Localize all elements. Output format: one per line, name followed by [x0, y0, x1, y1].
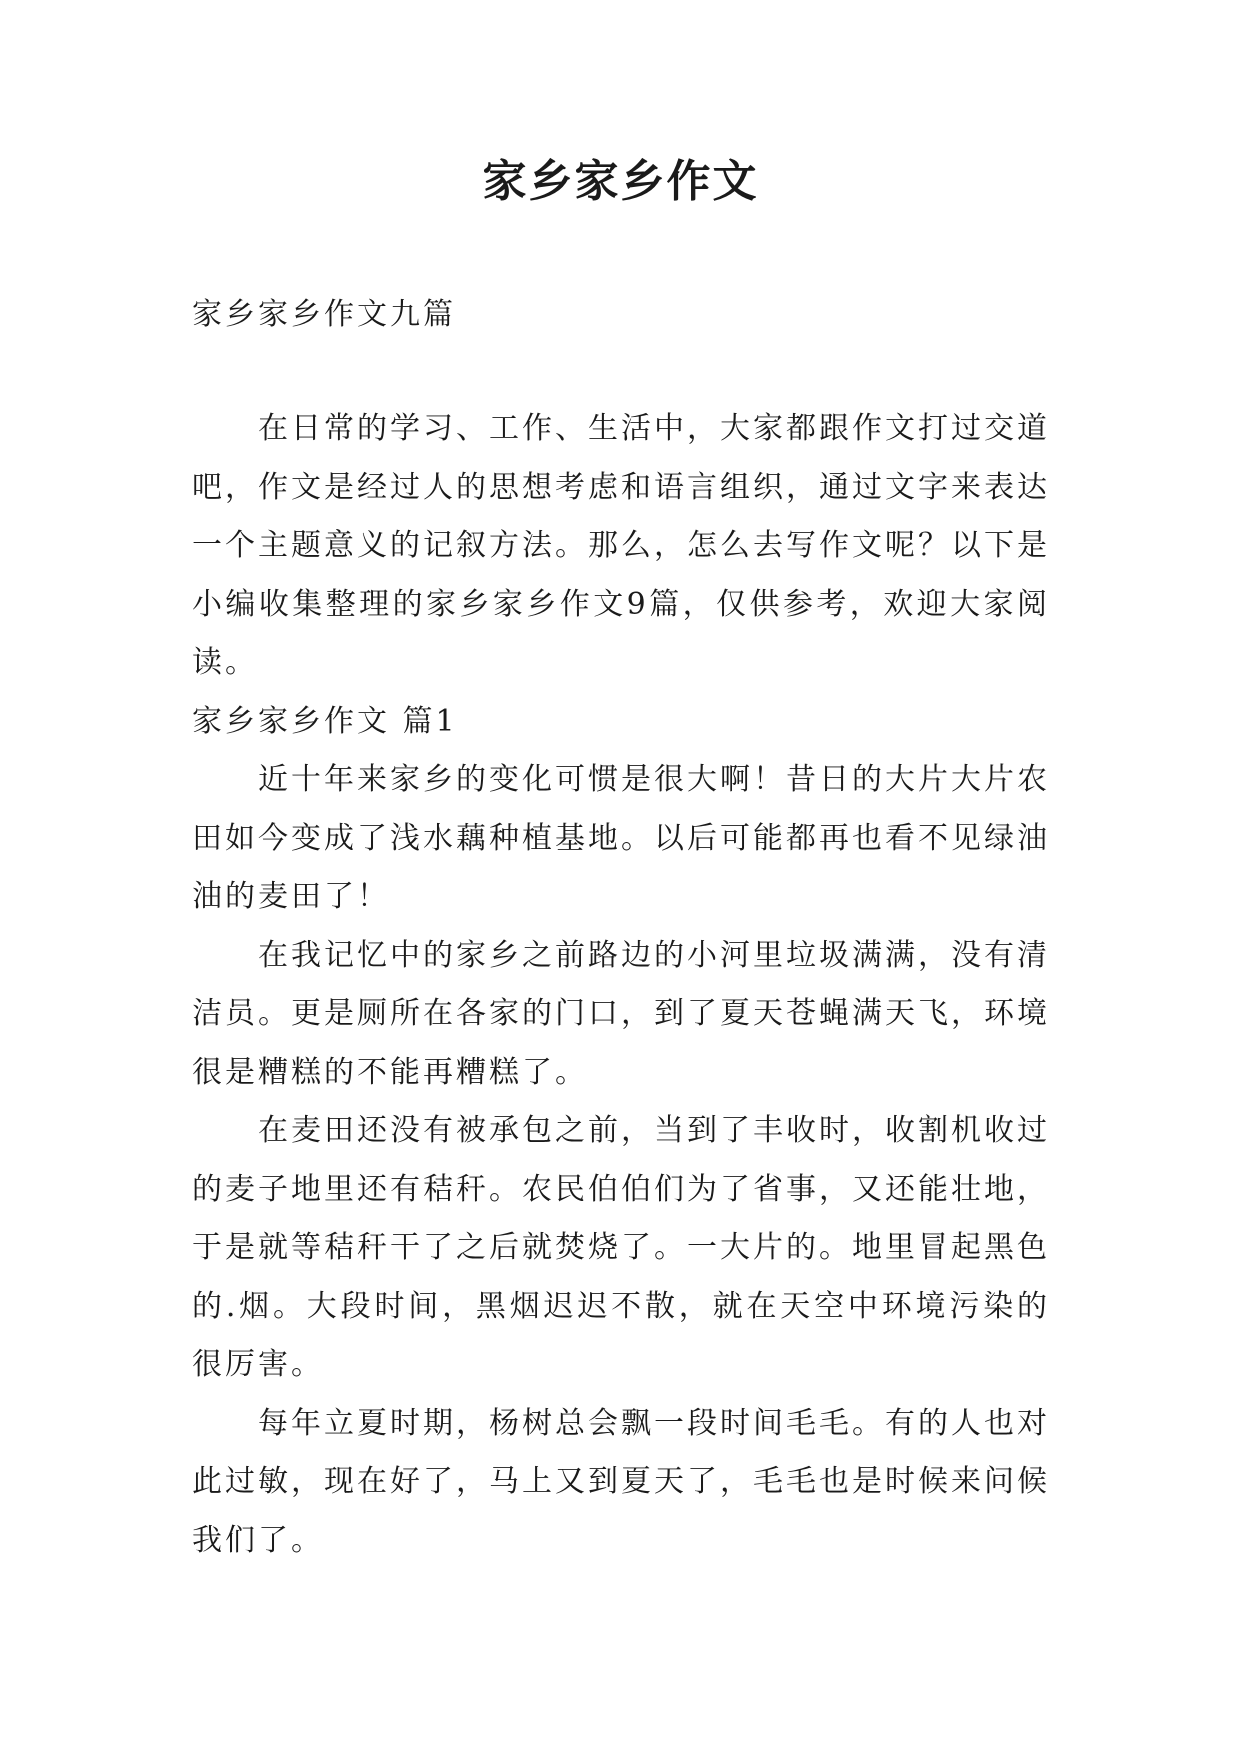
body-paragraph: 在我记忆中的家乡之前路边的小河里垃圾满满，没有清洁员。更是厕所在各家的门口，到了夏天苍蝇满天飞，环境很是糟糕的不能再糟糕了。 [192, 937, 1050, 1090]
section-heading: 家乡家乡作文 篇1 [192, 703, 458, 739]
document-body [192, 400, 1050, 1570]
document-subtitle: 家乡家乡作文九篇 [192, 297, 456, 332]
intro-paragraph: 在日常的学习、工作、生活中，大家都跟作文打过交道吧，作文是经过人的思想考虑和语言组织，通过文字来表达一个主题意义的记叙方法。那么，怎么去写作文呢？以下是小编收集整理的家乡家乡作文9篇，仅供参考，欢迎大家阅读。 [192, 411, 1050, 680]
body-paragraph: 近十年来家乡的变化可惯是很大啊！昔日的大片大片农田如今变成了浅水藕种植基地。以后可能都再也看不见绿油油的麦田了！ [192, 762, 1050, 914]
body-paragraph: 每年立夏时期，杨树总会飘一段时间毛毛。有的人也对此过敏，现在好了，马上又到夏天了，毛毛也是时候来问候我们了。 [192, 1405, 1050, 1558]
document-title: 家乡家乡作文 [482, 156, 759, 207]
body-paragraph: 在麦田还没有被承包之前，当到了丰收时，收割机收过的麦子地里还有秸秆。农民伯伯们为了省事，又还能壮地，于是就等秸秆干了之后就焚烧了。一大片的。地里冒起黑色的.烟。大段时间，黑烟迟迟不散，就在天空中环境污染的很厉害。 [192, 1113, 1050, 1382]
